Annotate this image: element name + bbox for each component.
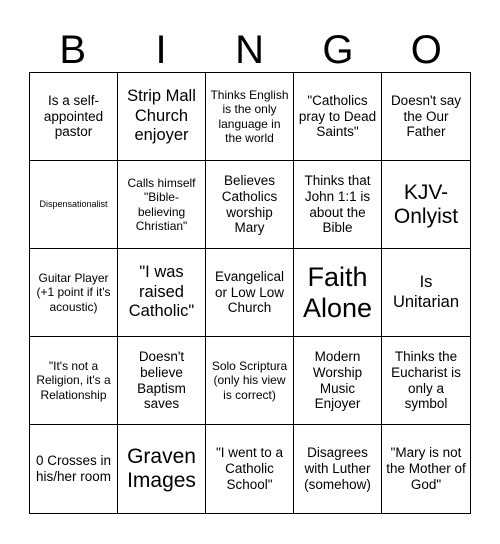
bingo-cell[interactable]: Solo Scriptura (only his view is correct): [206, 337, 294, 425]
bingo-cell[interactable]: Is a self-appointed pastor: [30, 73, 118, 161]
bingo-cell[interactable]: "Catholics pray to Dead Saints": [294, 73, 382, 161]
bingo-cell[interactable]: Thinks English is the only language in the world: [206, 73, 294, 161]
bingo-cell[interactable]: Guitar Player (+1 point if it's acoustic): [30, 249, 118, 337]
header-letter-n: N: [235, 28, 265, 72]
bingo-cell[interactable]: KJV-Onlyist: [382, 161, 470, 249]
bingo-header: [29, 28, 471, 72]
bingo-cell[interactable]: Doesn't say the Our Father: [382, 73, 470, 161]
bingo-cell[interactable]: "I was raised Catholic": [118, 249, 206, 337]
bingo-cell[interactable]: Evangelical or Low Low Church: [206, 249, 294, 337]
bingo-cell[interactable]: "It's not a Religion, it's a Relationship: [30, 337, 118, 425]
header-letter-o: O: [410, 28, 443, 72]
bingo-cell[interactable]: Faith Alone: [294, 249, 382, 337]
bingo-cell[interactable]: Calls himself "Bible-believing Christian": [118, 161, 206, 249]
bingo-cell[interactable]: Thinks that John 1:1 is about the Bible: [294, 161, 382, 249]
bingo-cell[interactable]: Doesn't believe Baptism saves: [118, 337, 206, 425]
header-letter-g: G: [322, 28, 355, 72]
bingo-cell[interactable]: Dispensationalist: [30, 161, 118, 249]
bingo-grid: [29, 72, 471, 514]
bingo-cell[interactable]: Disagrees with Luther (somehow): [294, 425, 382, 513]
header-letter-b: B: [59, 28, 88, 72]
bingo-cell[interactable]: "I went to a Catholic School": [206, 425, 294, 513]
bingo-cell[interactable]: 0 Crosses in his/her room: [30, 425, 118, 513]
bingo-cell[interactable]: "Mary is not the Mother of God": [386, 445, 466, 492]
bingo-cell[interactable]: Graven Images: [118, 425, 206, 513]
bingo-cell[interactable]: Is Unitarian: [382, 249, 470, 337]
bingo-cell[interactable]: Modern Worship Music Enjoyer: [294, 337, 382, 425]
bingo-cell[interactable]: Believes Catholics worship Mary: [206, 161, 294, 249]
header-letter-i: I: [155, 28, 168, 72]
bingo-cell[interactable]: Thinks the Eucharist is only a symbol: [382, 337, 470, 425]
bingo-cell[interactable]: Strip Mall Church enjoyer: [118, 73, 206, 161]
